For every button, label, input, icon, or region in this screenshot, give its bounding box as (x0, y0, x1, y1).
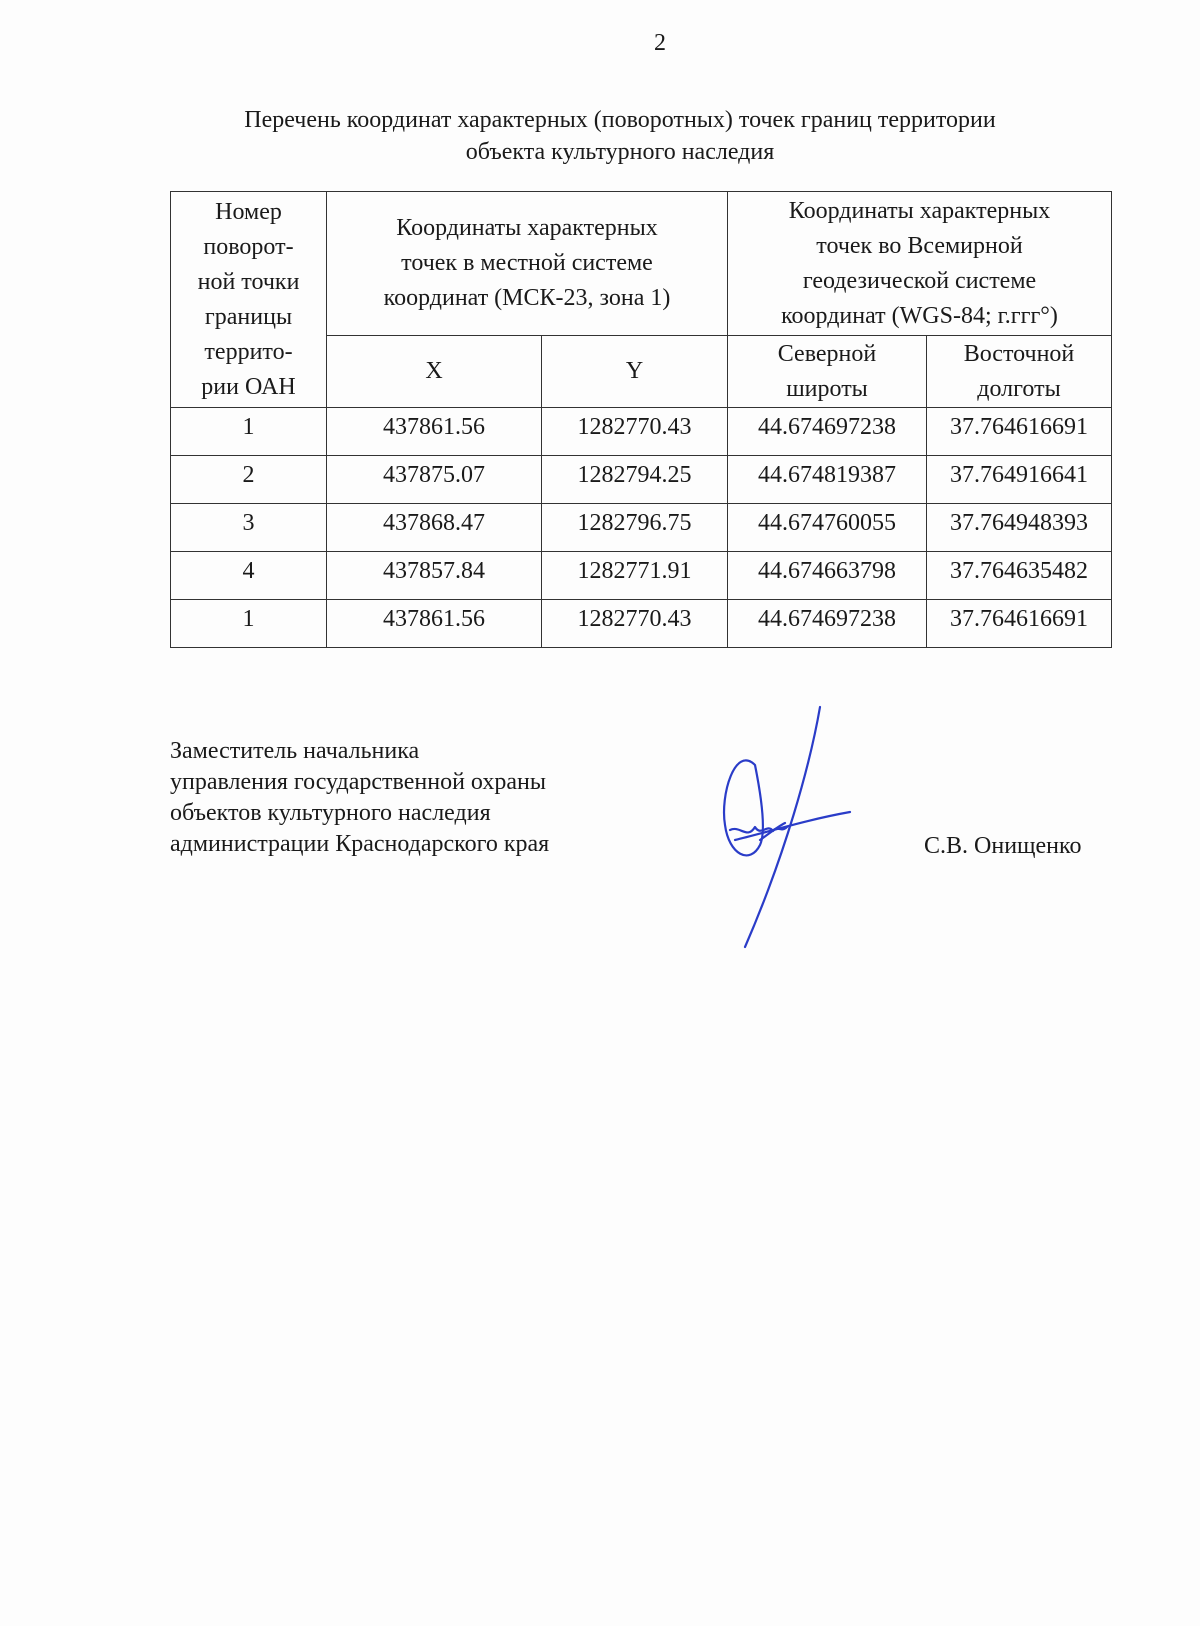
cell-longitude: 37.764948393 (927, 504, 1112, 552)
table-row (171, 504, 1112, 552)
table-header-row (171, 192, 1112, 336)
position-line: объектов культурного наследия (170, 800, 491, 826)
position-line: управления государственной охраны (170, 769, 546, 795)
cell-longitude: 37.764916641 (927, 456, 1112, 504)
header-north-latitude: Северной широты (728, 336, 927, 408)
cell-longitude: 37.764616691 (927, 600, 1112, 648)
cell-y: 1282770.43 (542, 408, 728, 456)
cell-latitude: 44.674663798 (728, 552, 927, 600)
signatory-name: С.В. Онищенко (924, 833, 1082, 859)
cell-y: 1282771.91 (542, 552, 728, 600)
cell-x: 437868.47 (327, 504, 542, 552)
cell-y: 1282770.43 (542, 600, 728, 648)
position-line: администрации Краснодарского края (170, 831, 550, 857)
cell-x: 437857.84 (327, 552, 542, 600)
title-line-2: объекта культурного наследия (465, 139, 775, 165)
page-number: 2 (654, 30, 666, 56)
signatory-position (170, 736, 549, 860)
cell-point: 3 (171, 504, 327, 552)
cell-y: 1282794.25 (542, 456, 728, 504)
cell-x: 437861.56 (327, 600, 542, 648)
cell-y: 1282796.75 (542, 504, 728, 552)
cell-point: 1 (171, 600, 327, 648)
cell-point: 4 (171, 552, 327, 600)
cell-latitude: 44.674819387 (728, 456, 927, 504)
cell-latitude: 44.674697238 (728, 408, 927, 456)
table-row (171, 600, 1112, 648)
header-y: Y (542, 336, 728, 408)
cell-longitude: 37.764616691 (927, 408, 1112, 456)
title-line-1: Перечень координат характерных (поворотных) точек границ территории (244, 107, 996, 133)
cell-latitude: 44.674697238 (728, 600, 927, 648)
handwritten-signature (715, 705, 855, 950)
cell-point: 1 (171, 408, 327, 456)
header-point-number: Номер поворот- ной точки границы террито- рии ОАН (171, 192, 327, 408)
cell-x: 437875.07 (327, 456, 542, 504)
table-row (171, 456, 1112, 504)
position-line: Заместитель начальника (170, 738, 420, 764)
cell-latitude: 44.674760055 (728, 504, 927, 552)
header-east-longitude: Восточной долготы (927, 336, 1112, 408)
cell-longitude: 37.764635482 (927, 552, 1112, 600)
cell-point: 2 (171, 456, 327, 504)
header-wgs-system: Координаты характерных точек во Всемирной геодезической системе координат (WGS-84; г.ггг°) (728, 192, 1112, 336)
cell-x: 437861.56 (327, 408, 542, 456)
table-row (171, 552, 1112, 600)
header-local-system: Координаты характерных точек в местной системе координат (МСК-23, зона 1) (327, 192, 728, 336)
document-title (120, 104, 1120, 168)
signature-strokes (724, 707, 850, 947)
header-x: X (327, 336, 542, 408)
table-row (171, 408, 1112, 456)
coordinates-table (170, 191, 1112, 648)
